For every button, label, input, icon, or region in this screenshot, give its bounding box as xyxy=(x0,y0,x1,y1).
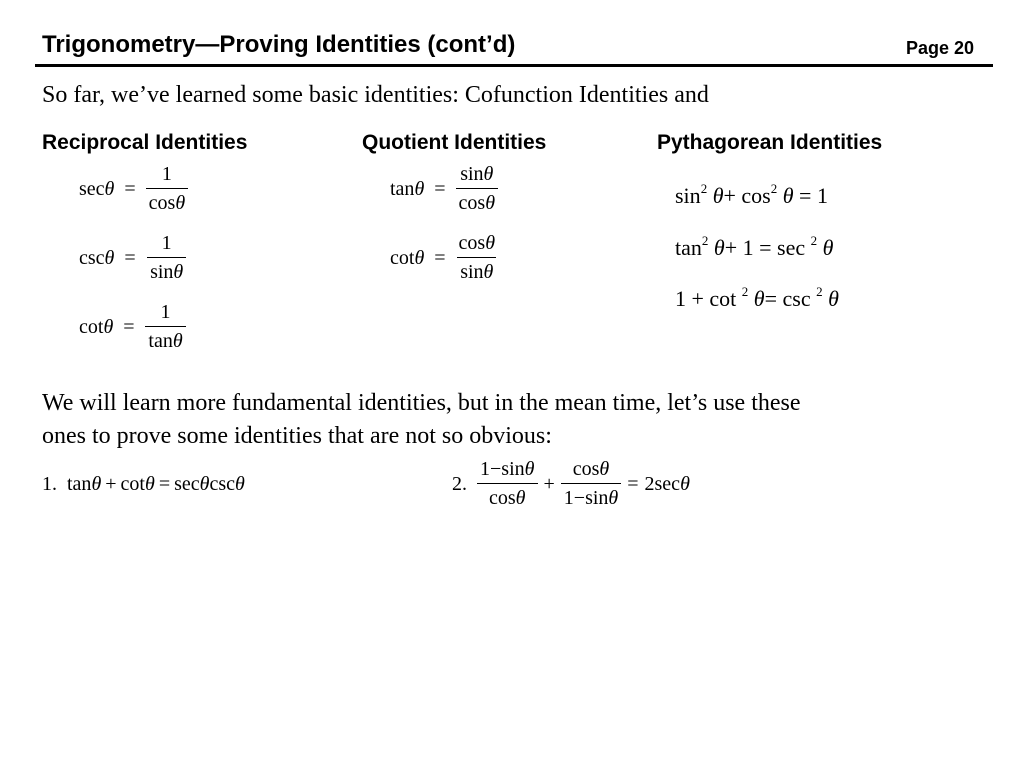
fn-sec: sec xyxy=(174,473,200,495)
problem-number: 2. xyxy=(452,472,467,495)
fn-sec: sec xyxy=(654,472,681,495)
theta: θ xyxy=(91,473,102,495)
one: 1 xyxy=(563,487,574,509)
den-theta: θ xyxy=(485,192,496,214)
fn-sin: sin xyxy=(585,487,609,509)
reciprocal-heading: Reciprocal Identities xyxy=(42,131,248,154)
fraction xyxy=(456,231,499,284)
equals-sign: = xyxy=(158,473,171,495)
fraction xyxy=(146,231,188,284)
fraction xyxy=(145,300,187,353)
exponent: 2 xyxy=(770,181,778,196)
theta: θ xyxy=(782,183,794,208)
theta: θ xyxy=(608,487,619,509)
den-fn: sin xyxy=(460,261,484,283)
lhs-fn: sec xyxy=(79,177,105,200)
exponent: 2 xyxy=(741,284,749,299)
theta: θ xyxy=(199,473,210,495)
den-theta: θ xyxy=(173,261,184,283)
equals-sign: = xyxy=(627,472,639,495)
fraction-1 xyxy=(477,457,538,510)
reciprocal-sec-equation xyxy=(79,162,188,215)
denominator xyxy=(456,188,499,215)
denominator xyxy=(457,257,496,284)
body-paragraph xyxy=(42,387,801,453)
numerator xyxy=(477,457,537,483)
pythagorean-heading: Pythagorean Identities xyxy=(657,131,883,154)
denominator xyxy=(145,326,185,353)
fn-cos: cos xyxy=(572,458,600,480)
minus-sign: − xyxy=(573,487,586,509)
num-theta: θ xyxy=(483,163,494,185)
reciprocal-csc-equation xyxy=(79,231,188,284)
den-fn: cos xyxy=(148,192,176,214)
page-number: Page 20 xyxy=(906,38,975,58)
lhs-theta: θ xyxy=(104,246,115,269)
equals-sign: = xyxy=(124,246,136,269)
equals-sign: = xyxy=(123,315,135,338)
equals-sign: = xyxy=(434,246,446,269)
fn-tan: tan xyxy=(675,235,702,260)
quotient-tan-equation xyxy=(390,162,498,215)
fraction-2 xyxy=(561,457,621,510)
theta: θ xyxy=(753,286,765,311)
paragraph-line-1: We will learn more fundamental identities, but in the mean time, let’s use these xyxy=(42,390,801,416)
equals-sign: = xyxy=(434,177,446,200)
coefficient: 2 xyxy=(644,472,655,495)
lhs-theta: θ xyxy=(104,177,115,200)
fn-cos: cos xyxy=(489,487,516,509)
den-theta: θ xyxy=(172,330,183,352)
quotient-cot-equation xyxy=(390,231,498,284)
theta: θ xyxy=(828,286,839,311)
theta: θ xyxy=(712,183,724,208)
numerator: 1 xyxy=(161,232,172,254)
theta: θ xyxy=(144,473,155,495)
fn-sin: sin xyxy=(501,458,525,480)
rest: = csc xyxy=(764,286,811,311)
denominator xyxy=(147,257,186,284)
rest: + 1 = sec xyxy=(724,235,806,260)
theta: θ xyxy=(822,235,834,260)
theta: θ xyxy=(680,472,690,495)
pythagorean-identity-2 xyxy=(675,227,833,262)
numerator xyxy=(570,457,613,483)
exponent: 2 xyxy=(816,284,823,299)
plus-sign: + xyxy=(105,473,117,495)
paragraph-line-2: ones to prove some identities that are not so obvious: xyxy=(42,423,552,449)
plus-cos: + cos xyxy=(723,183,771,208)
den-fn: tan xyxy=(148,330,173,352)
intro-text: So far, we’ve learned some basic identities: Cofunction Identities and xyxy=(42,82,709,108)
theta: θ xyxy=(713,235,725,260)
lhs-fn: tan xyxy=(390,177,415,200)
problem-1 xyxy=(42,472,245,496)
numerator xyxy=(456,231,499,257)
fraction xyxy=(456,162,499,215)
exponent: 2 xyxy=(810,233,818,248)
fn-csc: csc xyxy=(209,473,236,495)
pythagorean-identity-3 xyxy=(675,278,839,313)
quotient-heading: Quotient Identities xyxy=(362,131,547,154)
problem-number: 1. xyxy=(42,473,57,495)
lhs-fn: cot xyxy=(390,246,415,269)
exponent: 2 xyxy=(701,233,709,248)
den-theta: θ xyxy=(175,192,186,214)
numerator: 1 xyxy=(161,163,172,185)
one-plus-cot: 1 + cot xyxy=(675,286,737,311)
reciprocal-cot-equation xyxy=(79,300,187,353)
page-title: Trigonometry—Proving Identities (cont’d) xyxy=(42,31,516,58)
numerator: 1 xyxy=(160,301,171,323)
one: 1 xyxy=(480,458,491,480)
lhs-theta: θ xyxy=(103,315,114,338)
denominator xyxy=(146,188,189,215)
lhs-fn: csc xyxy=(79,246,105,269)
num-fn: sin xyxy=(460,163,484,185)
theta: θ xyxy=(235,473,245,495)
den-fn: sin xyxy=(150,261,174,283)
lhs-theta: θ xyxy=(414,246,425,269)
minus-sign: − xyxy=(490,458,502,480)
fn-sin: sin xyxy=(675,183,701,208)
num-theta: θ xyxy=(485,232,496,254)
theta: θ xyxy=(599,458,610,480)
pythagorean-identity-1 xyxy=(675,175,828,210)
den-theta: θ xyxy=(483,261,494,283)
denominator xyxy=(561,483,621,510)
problem-2 xyxy=(452,457,690,510)
fraction xyxy=(146,162,189,215)
num-fn: cos xyxy=(458,232,486,254)
fn-tan: tan xyxy=(67,473,92,495)
equals-sign: = xyxy=(124,177,136,200)
exponent: 2 xyxy=(700,181,708,196)
den-fn: cos xyxy=(458,192,486,214)
equals-one: = 1 xyxy=(793,183,828,208)
fn-cot: cot xyxy=(120,473,145,495)
header-divider xyxy=(35,64,993,67)
plus-sign: + xyxy=(543,472,555,495)
theta: θ xyxy=(515,487,526,509)
denominator xyxy=(477,483,538,510)
numerator xyxy=(457,162,496,188)
lhs-fn: cot xyxy=(79,315,104,338)
lhs-theta: θ xyxy=(414,177,425,200)
theta: θ xyxy=(524,458,535,480)
